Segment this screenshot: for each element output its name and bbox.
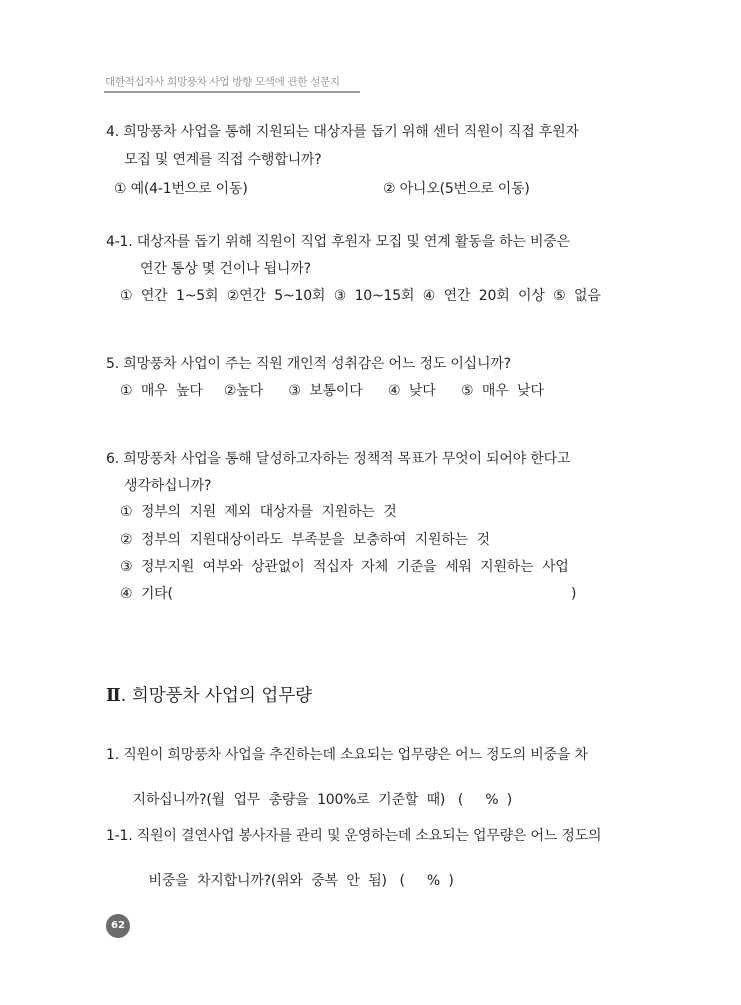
q4-text-line1: 4. 희망풍차 사업을 통해 지원되는 대상자를 돕기 위해 센터 직원이 직접 후원자	[106, 124, 579, 140]
page-number: 62	[106, 914, 130, 938]
q4-option-yes[interactable]: ① 예(4-1번으로 이동)	[114, 181, 248, 197]
header-rule	[104, 91, 360, 93]
s2-q1-percent: % )	[485, 792, 513, 808]
s2-q1-1-text-line2	[140, 854, 454, 890]
q6-option-1[interactable]: ① 정부의 지원 제외 대상자를 지원하는 것	[120, 504, 397, 520]
q6-text-line2: 생각하십니까?	[124, 478, 212, 494]
s2-q1-1-question: 비중을 차지합니까?(위와 중복 안 됨) (	[148, 873, 405, 889]
q4-1-options[interactable]: ① 연간 1~5회 ②연간 5~10회 ③ 10~15회 ④ 연간 20회 이상 ⑤ 없음	[120, 288, 601, 304]
s2-q1-question: 지하십니까?(월 업무 총량을 100%로 기준할 때) (	[132, 792, 464, 808]
section-numeral: Ⅱ	[106, 686, 121, 706]
q4-text-line2: 모집 및 연계를 직접 수행합니까?	[124, 152, 322, 168]
q4-1-text-line1: 4-1. 대상자를 돕기 위해 직원이 직업 후원자 모집 및 연계 활동을 하는 비중은	[106, 234, 570, 250]
s2-q1-text-line1: 1. 직원이 희망풍차 사업을 추진하는데 소요되는 업무량은 어느 정도의 비중을 차	[106, 747, 588, 763]
section-title: . 희망풍차 사업의 업무량	[120, 686, 313, 706]
q6-text-line1: 6. 희망풍차 사업을 통해 달성하고자하는 정책적 목표가 무엇이 되어야 한다고	[106, 451, 571, 467]
q6-option-4[interactable]: ④ 기타(	[120, 586, 173, 602]
section-heading	[106, 685, 312, 707]
s2-q1-text-line2	[124, 773, 512, 809]
q5-text: 5. 희망풍차 사업이 주는 직원 개인적 성취감은 어느 정도 이십니까?	[106, 356, 511, 372]
q4-option-no[interactable]: ② 아니오(5번으로 이동)	[383, 181, 530, 197]
s2-q1-1-text-line1: 1-1. 직원이 결연사업 봉사자를 관리 및 운영하는데 소요되는 업무량은 어느 정도의	[106, 828, 602, 844]
q4-1-text-line2: 연간 통상 몇 건이나 됩니까?	[140, 261, 311, 277]
q6-option-2[interactable]: ② 정부의 지원대상이라도 부족분을 보충하여 지원하는 것	[120, 532, 490, 548]
q6-option-3[interactable]: ③ 정부지원 여부와 상관없이 적십자 자체 기준을 세워 지원하는 사업	[120, 559, 569, 575]
q6-option-4-close: )	[571, 586, 577, 602]
q5-options[interactable]: ① 매우 높다 ②높다 ③ 보통이다 ④ 낮다 ⑤ 매우 낮다	[120, 383, 544, 399]
s2-q1-1-percent: % )	[426, 873, 454, 889]
running-header: 대한적십자사 희망풍차 사업 방향 모색에 관한 설문지	[105, 76, 340, 88]
